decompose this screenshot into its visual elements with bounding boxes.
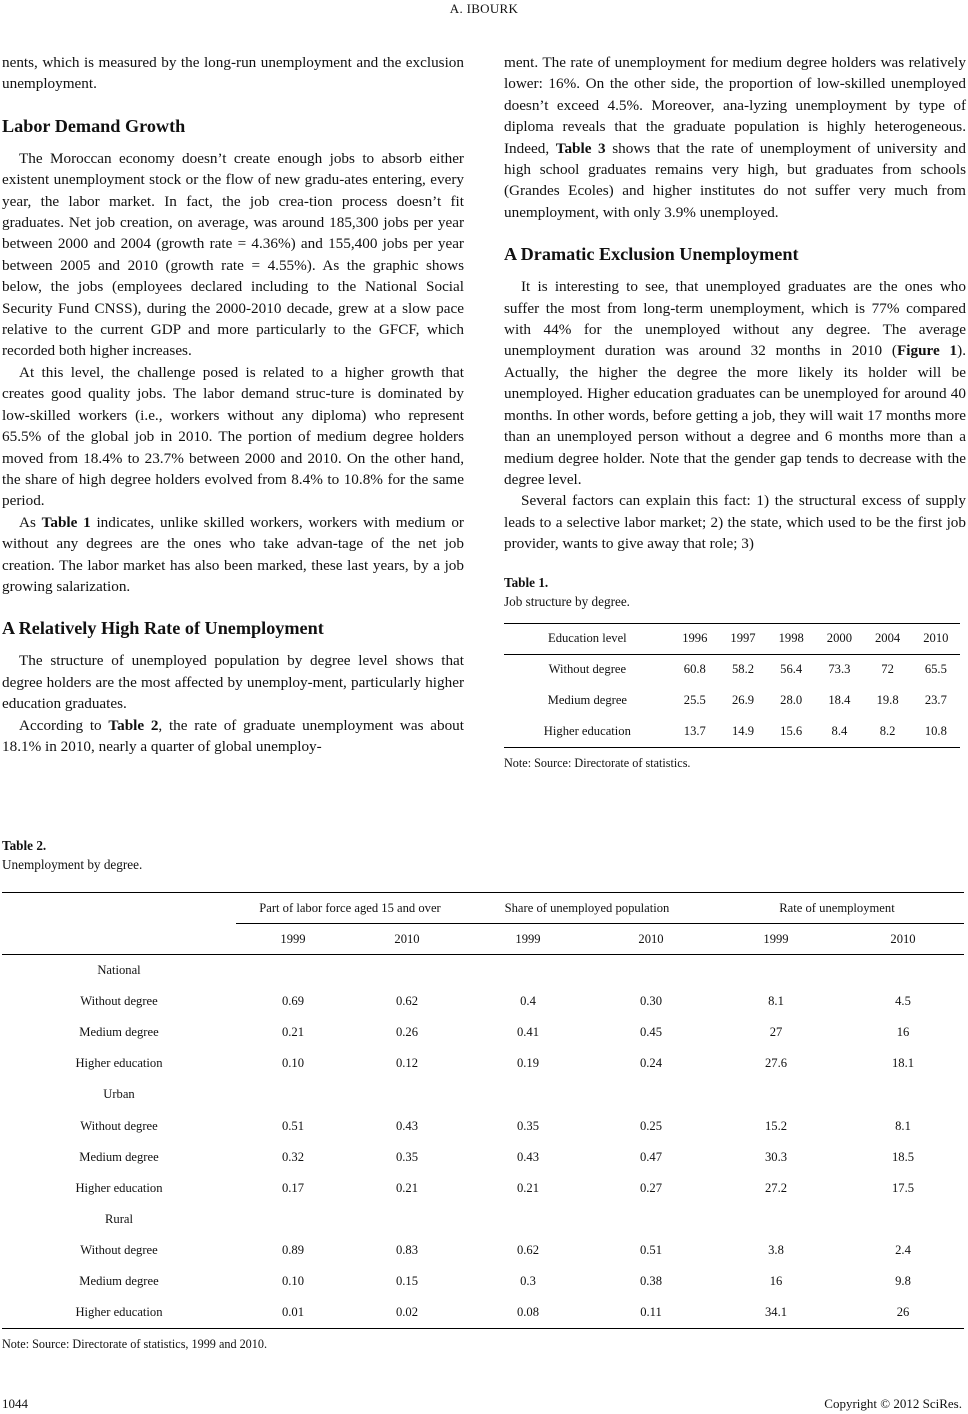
table-cell: 28.0 xyxy=(780,693,803,708)
section-heading-labor-demand: Labor Demand Growth xyxy=(2,115,186,136)
table1-body xyxy=(504,654,960,747)
table-row xyxy=(2,1298,964,1329)
table-cell: 0.26 xyxy=(395,1024,419,1039)
table-cell: 0.25 xyxy=(639,1118,663,1133)
table-row xyxy=(2,1142,964,1173)
table1-column-header: 2010 xyxy=(912,623,960,654)
paragraph: The structure of unemployed population by degree level shows that degree holders are the most affected by unemploy-ment, particularly higher education graduates. xyxy=(2,652,464,713)
paragraph xyxy=(504,276,966,490)
table1-note: Note: Source: Directorate of statistics. xyxy=(504,755,691,770)
table-cell: 0.47 xyxy=(639,1149,663,1164)
table-cell: 73.3 xyxy=(828,662,851,677)
text-run: , the rate of graduate unemployment was about 18.1% in 2010, nearly a quarter of global unemploy- xyxy=(2,716,464,755)
table1-column-header: 1998 xyxy=(767,623,815,654)
row-label-cell: Medium degree xyxy=(79,1274,159,1289)
table-cell: 0.69 xyxy=(281,993,305,1008)
table-cell: 9.8 xyxy=(895,1274,911,1289)
table-cell xyxy=(710,955,842,986)
table-cell: 0.30 xyxy=(639,993,663,1008)
row-label-cell: Medium degree xyxy=(79,1024,159,1039)
table-cell: 17.5 xyxy=(891,1180,915,1195)
left-column xyxy=(2,52,464,757)
table-cell: 0.38 xyxy=(639,1274,663,1289)
table-cell xyxy=(842,1079,964,1110)
table2-note: Note: Source: Directorate of statistics, 1999 and 2010. xyxy=(2,1337,268,1352)
table-cell xyxy=(842,955,964,986)
table-cell: 4.5 xyxy=(895,993,911,1008)
table-cell: 65.5 xyxy=(924,662,947,677)
paragraph xyxy=(504,52,966,223)
paragraph: At this level, the challenge posed is related to a higher growth that creates good quality jobs. The labor demand struc-ture is dominated by low-skilled workers (i.e., workers without any diploma) who represent 65.5% of the global job in 2010. The portion of medium degree holders moved from 18.4% to 23.7% between 2000 and 2010. On the other hand, the share of high degree holders evolved from 8.4% to 10.8% for the same period. xyxy=(2,363,464,510)
table1-label: Table 1. xyxy=(504,574,549,590)
table-cell xyxy=(350,955,464,986)
table-cell: 13.7 xyxy=(683,723,706,738)
table-cell: 56.4 xyxy=(780,662,803,677)
row-label-cell: Higher education xyxy=(75,1180,163,1195)
table2-group-header: Share of unemployed population xyxy=(464,893,710,924)
table-cell: 0.51 xyxy=(639,1243,663,1258)
table-reference-link[interactable]: Table 2 xyxy=(108,716,159,734)
table-cell: 0.35 xyxy=(516,1118,540,1133)
table2-year-header: 2010 xyxy=(842,924,964,955)
table-cell: 0.10 xyxy=(281,1056,305,1071)
table-cell: 72 xyxy=(881,662,894,677)
table2-year-header-row xyxy=(2,924,964,955)
table2-year-header: 1999 xyxy=(464,924,592,955)
table-cell xyxy=(236,1204,350,1235)
copyright: Copyright © 2012 SciRes. xyxy=(824,1396,962,1411)
table2-group-header: Rate of unemployment xyxy=(710,893,964,924)
table-cell xyxy=(464,1079,592,1110)
table-row xyxy=(2,1017,964,1048)
row-label-cell: National xyxy=(97,962,141,977)
text-run: indicates, unlike skilled workers, workers with medium or without any degrees are the ones who take advan-tage of the net job creation. The labor market has also been marked, these last years, by a job growing salarization. xyxy=(2,513,464,595)
table-cell: 18.5 xyxy=(891,1149,915,1164)
table-cell: 15.2 xyxy=(764,1118,788,1133)
table-cell xyxy=(592,955,710,986)
table-reference-link[interactable]: Table 3 xyxy=(555,139,606,157)
row-label-cell: Rural xyxy=(105,1212,133,1227)
page-number: 1044 xyxy=(2,1396,28,1411)
table-cell: 0.3 xyxy=(520,1274,536,1289)
table1-title: Job structure by degree. xyxy=(504,593,630,609)
paragraph: nents, which is measured by the long-run unemployment and the exclusion unemployment. xyxy=(2,54,464,93)
table2-caption xyxy=(2,836,964,874)
table2-body xyxy=(2,955,964,1329)
table-cell: 18.1 xyxy=(891,1056,915,1071)
table2-year-header: 1999 xyxy=(236,924,350,955)
table-cell: 0.41 xyxy=(516,1024,540,1039)
row-label-cell: Without degree xyxy=(80,1118,158,1133)
table-cell: 8.2 xyxy=(879,723,896,738)
table-row xyxy=(504,654,960,685)
table-cell: 0.32 xyxy=(281,1149,305,1164)
table2-label: Table 2. xyxy=(2,838,47,853)
table-cell: 0.21 xyxy=(516,1180,540,1195)
table-cell: 27 xyxy=(769,1024,783,1039)
row-label-cell: Higher education xyxy=(543,723,631,738)
table-cell: 23.7 xyxy=(924,693,947,708)
table-cell: 0.51 xyxy=(281,1118,305,1133)
table1-column-header: 1996 xyxy=(671,623,719,654)
table2-group-header-row xyxy=(2,893,964,924)
table-cell: 16 xyxy=(896,1024,910,1039)
table-cell: 30.3 xyxy=(764,1149,788,1164)
paragraph: Several factors can explain this fact: 1) the structural excess of supply leads to a selective labor market; 2) the state, which used to be the first job provider, wants to give away that role; 3) xyxy=(504,492,966,553)
table-cell xyxy=(236,1079,350,1110)
table-cell xyxy=(464,1204,592,1235)
table2-year-header: 2010 xyxy=(350,924,464,955)
table1-column-header: 2000 xyxy=(815,623,863,654)
row-label-cell: Medium degree xyxy=(547,693,628,708)
table-cell xyxy=(236,955,350,986)
table-cell: 0.19 xyxy=(516,1056,540,1071)
text-run: shows that the rate of unemployment of university and high school graduates remains very high, but graduates from schools (Grandes Ecoles) and higher institutes do not suffer very much from unemployment, with only 3.9% unemployed. xyxy=(504,139,966,221)
table-cell: 0.43 xyxy=(395,1118,419,1133)
text-run: ment. The rate of unemployment for medium degree holders was relatively lower: 16%. On the other side, the proportion of low-skilled unemployed doesn’t exceed 4.5%. Moreover, ana-lyzing unemployment by type of diploma reveals that the graduate population is highly heterogeneous. Indeed, xyxy=(504,54,966,157)
table-cell: 0.83 xyxy=(395,1243,419,1258)
table-cell: 8.1 xyxy=(895,1118,911,1133)
table2-block xyxy=(2,836,964,1352)
table1-caption xyxy=(504,573,966,611)
table-cell: 0.62 xyxy=(395,993,419,1008)
table-row xyxy=(2,1110,964,1141)
table2-year-header: 2010 xyxy=(592,924,710,955)
table-cell xyxy=(350,1079,464,1110)
table-cell: 27.6 xyxy=(764,1056,788,1071)
table-cell: 14.9 xyxy=(731,723,755,738)
table-cell: 26 xyxy=(896,1305,910,1320)
table-cell: 0.11 xyxy=(640,1305,662,1320)
row-label-cell: Higher education xyxy=(75,1056,163,1071)
table-cell: 0.08 xyxy=(516,1305,540,1320)
table1-column-header: 2004 xyxy=(864,623,912,654)
table-row xyxy=(504,685,960,716)
table2-corner-cell xyxy=(2,893,236,924)
table-cell: 26.9 xyxy=(731,693,755,708)
table-cell: 0.4 xyxy=(520,993,536,1008)
table-cell: 60.8 xyxy=(683,662,706,677)
table-cell xyxy=(592,1204,710,1235)
table-cell: 19.8 xyxy=(876,693,899,708)
table-cell: 0.45 xyxy=(639,1024,663,1039)
table-cell: 0.43 xyxy=(516,1149,540,1164)
row-label-cell: Without degree xyxy=(80,1243,158,1258)
table-cell: 0.01 xyxy=(281,1305,305,1320)
table-cell: 2.4 xyxy=(895,1243,911,1258)
table2 xyxy=(2,892,964,1329)
row-label-cell: Medium degree xyxy=(79,1149,159,1164)
row-label-cell: Without degree xyxy=(548,662,627,677)
table-reference-link[interactable]: Table 1 xyxy=(41,513,91,531)
table-cell: 0.35 xyxy=(395,1149,419,1164)
table-row xyxy=(504,716,960,747)
table-cell: 15.6 xyxy=(780,723,803,738)
row-label-cell: Without degree xyxy=(80,993,158,1008)
text-run: According to xyxy=(19,716,109,734)
table-cell: 25.5 xyxy=(683,693,706,708)
table-row xyxy=(2,1235,964,1266)
table-cell: 16 xyxy=(769,1274,783,1289)
table-cell: 8.1 xyxy=(768,993,784,1008)
table-cell: 27.2 xyxy=(764,1180,788,1195)
table-row xyxy=(2,955,964,986)
table1-header-row xyxy=(504,623,960,654)
table-cell: 0.17 xyxy=(281,1180,305,1195)
paragraph: The Moroccan economy doesn’t create enough jobs to absorb either existent unemployment stock or the flow of new gradu-ates entering, every year, the labor market. In fact, the job crea-tion process doesn’t fit graduates. Net job creation, on average, was around 185,300 jobs per year between 2000 and 2004 (growth rate = 4.36%) and 155,400 jobs per year between 2005 and 2010 (growth rate = 4.55%). As the graphic shows below, the jobs (employees declared including to the National Social Security Fund CNSS), during the 2000-2010 decade, grew at a slow pace relative to the current GDP and more particularly to the GFCF, which recorded both higher increases. xyxy=(2,149,464,360)
table-cell xyxy=(710,1204,842,1235)
table-cell: 0.15 xyxy=(395,1274,419,1289)
table2-year-header: 1999 xyxy=(710,924,842,955)
table-cell xyxy=(592,1079,710,1110)
row-label-cell: Urban xyxy=(103,1087,135,1102)
section-heading-exclusion: A Dramatic Exclusion Unemployment xyxy=(504,244,799,265)
table2-group-header: Part of labor force aged 15 and over xyxy=(236,893,464,924)
table-cell xyxy=(350,1204,464,1235)
table-row xyxy=(2,1266,964,1297)
right-column xyxy=(504,52,966,771)
table-cell: 0.21 xyxy=(395,1180,419,1195)
figure-reference-link[interactable]: Figure 1 xyxy=(897,342,958,360)
table-row xyxy=(2,1048,964,1079)
table-cell: 18.4 xyxy=(828,693,851,708)
table-cell: 0.27 xyxy=(639,1180,663,1195)
table-cell: 0.12 xyxy=(395,1056,419,1071)
table2-corner-cell xyxy=(2,924,236,955)
table-cell: 0.10 xyxy=(281,1274,305,1289)
table-cell xyxy=(842,1204,964,1235)
text-run: ). Actually, the higher the degree the more likely its holder will be unemployed. Higher education graduates can be unemployed for around 40 months. In other words, before getting a job, they will wait 17 months more than an unemployed person without a degree and 6 months more than a medium degree holder. Note that the gender gap tends to decrease with the degree level. xyxy=(504,342,966,488)
table-cell: 0.89 xyxy=(281,1243,305,1258)
table-cell: 0.24 xyxy=(639,1056,663,1071)
table-cell: 34.1 xyxy=(764,1305,788,1320)
table-row xyxy=(2,1204,964,1235)
text-run: As xyxy=(19,513,42,531)
paragraph xyxy=(2,715,464,758)
table-row xyxy=(2,1173,964,1204)
table1 xyxy=(504,623,960,748)
running-head: A. IBOURK xyxy=(449,1,519,16)
table-cell: 0.02 xyxy=(395,1305,419,1320)
table1-block xyxy=(504,573,966,771)
table-cell: 8.4 xyxy=(831,723,848,738)
table-cell: 0.62 xyxy=(516,1243,540,1258)
table-cell xyxy=(464,955,592,986)
table2-title: Unemployment by degree. xyxy=(2,857,143,872)
table-row xyxy=(2,1079,964,1110)
paragraph xyxy=(2,512,464,598)
section-heading-unemployment-rate: A Relatively High Rate of Unemployment xyxy=(2,618,324,639)
table-cell: 58.2 xyxy=(731,662,755,677)
table1-column-header: Education level xyxy=(504,623,671,654)
table-cell: 3.8 xyxy=(768,1243,784,1258)
table-cell: 10.8 xyxy=(924,723,947,738)
text-run: It is interesting to see, that unemployed graduates are the ones who suffer the most from long-term unemployment, which is 77% compared with 44% for the unemployed without any degree. The average unemployment duration was around 32 months in 2010 ( xyxy=(504,278,966,360)
table-cell: 0.21 xyxy=(281,1024,305,1039)
row-label-cell: Higher education xyxy=(75,1305,163,1320)
table-row xyxy=(2,986,964,1017)
table1-column-header: 1997 xyxy=(719,623,767,654)
table-cell xyxy=(710,1079,842,1110)
